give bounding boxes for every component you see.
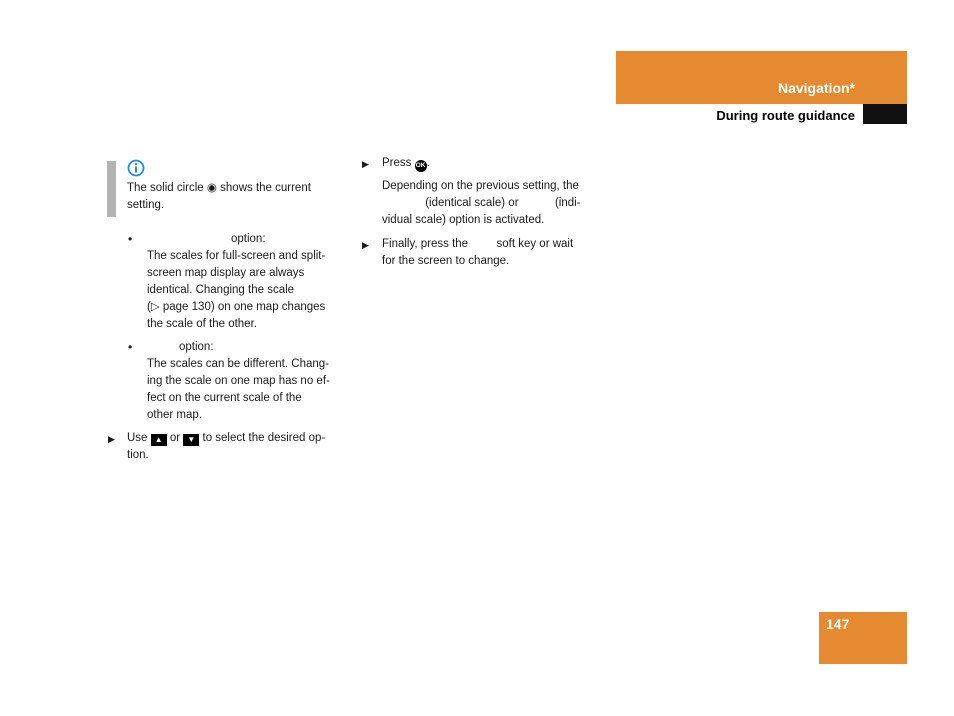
arrow-down-key-icon: ▼ <box>183 434 199 446</box>
bullet-item-identical <box>147 231 357 333</box>
para-line3: vidual scale) option is activated. <box>382 214 545 226</box>
step1-prefix: Press <box>382 157 412 169</box>
step-press-ok <box>382 155 604 172</box>
ok-button-icon: OK <box>415 160 427 172</box>
subtitle-marker <box>863 104 907 124</box>
bullet1-line: (▷ page 130) on one map changes <box>147 301 326 313</box>
section-title: Navigation* <box>777 80 855 96</box>
step2-line2: for the screen to change. <box>382 255 510 267</box>
page-subtitle: During route guidance <box>716 108 855 123</box>
bullet1-line: identical. Changing the scale <box>147 284 295 296</box>
bullet1-line: The scales for full-screen and split- <box>147 250 326 262</box>
step-finally <box>382 236 604 270</box>
bullet1-option-label: option: <box>231 233 266 245</box>
info-icon <box>127 159 145 177</box>
step-prefix: Use <box>127 432 148 444</box>
info-text-before: The solid circle <box>127 182 204 194</box>
arrow-up-key-icon: ▲ <box>151 434 167 446</box>
step-arrow-icon: ▶ <box>108 434 115 444</box>
para-line2-a: (identical scale) or <box>425 197 519 209</box>
bullet2-line: fect on the current scale of the <box>147 392 302 404</box>
setting-paragraph <box>382 178 604 229</box>
step-select-option <box>127 430 349 464</box>
info-sidebar-bar <box>107 161 116 217</box>
page-number-tab <box>819 612 907 664</box>
bullet1-line: the scale of the other. <box>147 318 257 330</box>
step-arrow-icon: ▶ <box>362 159 369 169</box>
bullet-icon: • <box>128 232 133 246</box>
step-line2: tion. <box>127 449 149 461</box>
bullet2-line: The scales can be different. Chang- <box>147 358 329 370</box>
step-suffix: to select the desired op- <box>202 432 326 444</box>
bullet2-line: other map. <box>147 409 202 421</box>
info-note <box>127 180 347 214</box>
header-tab <box>616 51 907 104</box>
bullet2-line: ing the scale on one map has no ef- <box>147 375 330 387</box>
page-number: 147 <box>826 616 850 632</box>
bullet1-line: screen map display are always <box>147 267 305 279</box>
step2-prefix: Finally, press the <box>382 238 469 250</box>
info-text-line2: setting. <box>127 199 165 211</box>
step1-suffix: . <box>426 157 430 169</box>
bullet-item-individual <box>147 339 357 424</box>
step-conj: or <box>169 432 181 444</box>
step2-suffix: soft key or wait <box>496 238 574 250</box>
bullet2-option-label: option: <box>179 341 214 353</box>
info-text-after: shows the current <box>220 182 311 194</box>
para-line1: Depending on the previous setting, the <box>382 180 579 192</box>
step-arrow-icon: ▶ <box>362 240 369 250</box>
para-line2-b: (indi- <box>554 197 581 209</box>
radio-selected-icon: ◉ <box>206 182 217 194</box>
bullet-icon: • <box>128 340 133 354</box>
